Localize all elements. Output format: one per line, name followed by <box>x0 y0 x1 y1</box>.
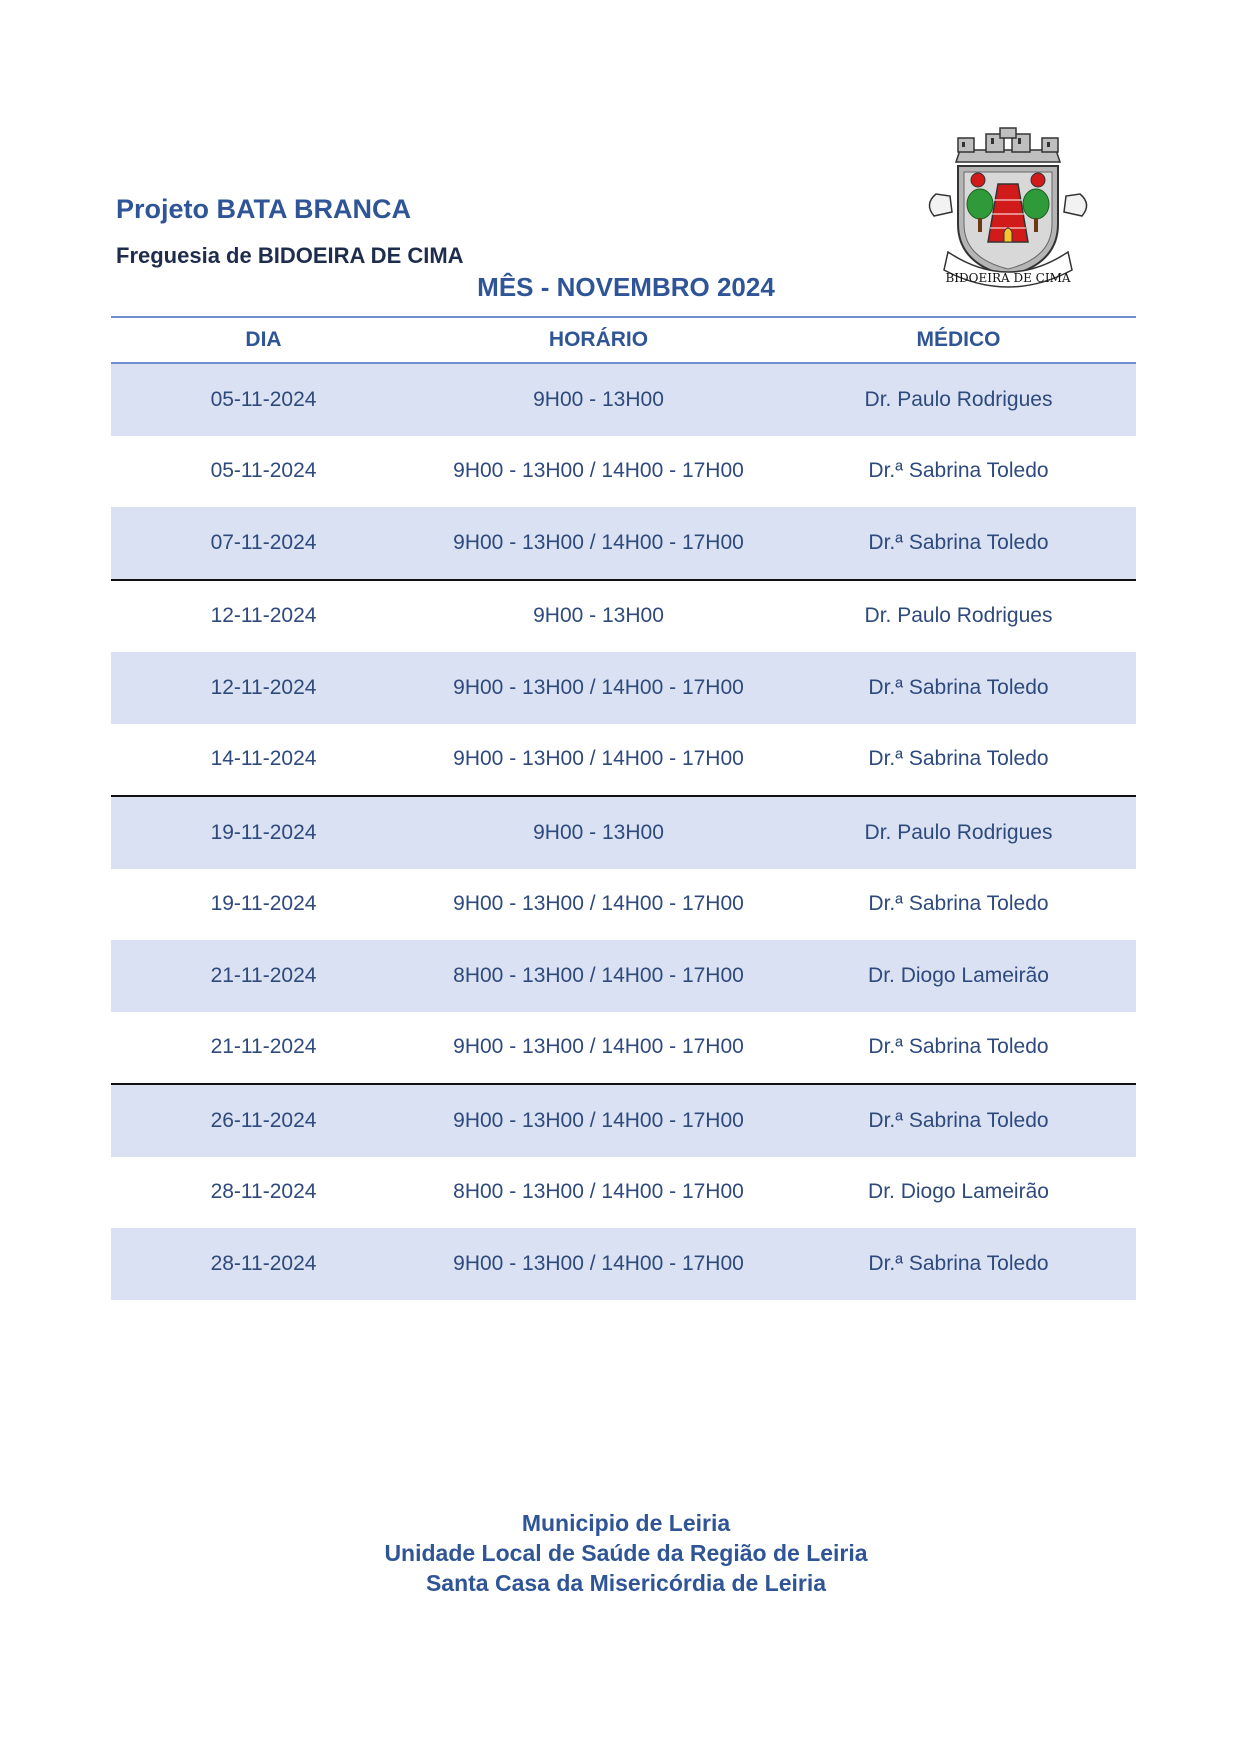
cell-horario: 9H00 - 13H00 / 14H00 - 17H00 <box>453 459 744 483</box>
cell-horario: 9H00 - 13H00 <box>533 820 664 844</box>
cell-horario: 8H00 - 13H00 / 14H00 - 17H00 <box>453 1180 744 1204</box>
table-row <box>111 797 1136 869</box>
table-row <box>111 869 1136 941</box>
cell-dia: 19-11-2024 <box>210 892 317 916</box>
cell-medico: Dr.ª Sabrina Toledo <box>868 892 1049 916</box>
cell-horario: 9H00 - 13H00 / 14H00 - 17H00 <box>453 747 744 771</box>
table-row <box>111 436 1136 508</box>
cell-medico: Dr.ª Sabrina Toledo <box>868 459 1049 483</box>
cell-dia: 05-11-2024 <box>210 459 317 483</box>
cell-horario: 9H00 - 13H00 / 14H00 - 17H00 <box>453 675 744 699</box>
cell-dia: 21-11-2024 <box>210 963 317 987</box>
cell-medico: Dr.ª Sabrina Toledo <box>868 1108 1049 1132</box>
table-header <box>111 318 1136 364</box>
column-header-medico: MÉDICO <box>916 328 1001 351</box>
document-subtitle: Freguesia de BIDOEIRA DE CIMA <box>116 243 464 268</box>
month-heading: MÊS - NOVEMBRO 2024 <box>477 272 775 302</box>
table-row <box>111 581 1136 653</box>
cell-horario: 9H00 - 13H00 / 14H00 - 17H00 <box>453 1251 744 1275</box>
column-header-dia: DIA <box>245 328 282 351</box>
cell-dia: 07-11-2024 <box>210 530 317 554</box>
cell-horario: 9H00 - 13H00 / 14H00 - 17H00 <box>453 892 744 916</box>
cell-medico: Dr. Paulo Rodrigues <box>864 604 1053 628</box>
cell-medico: Dr. Paulo Rodrigues <box>864 820 1053 844</box>
cell-medico: Dr.ª Sabrina Toledo <box>868 675 1049 699</box>
cell-dia: 21-11-2024 <box>210 1035 317 1059</box>
footer-line-uls: Unidade Local de Saúde da Região de Leiria <box>384 1540 868 1566</box>
cell-medico: Dr. Diogo Lameirão <box>868 1180 1049 1204</box>
parish-crest-logo <box>918 124 1098 296</box>
footer-line-municipio: Municipio de Leiria <box>521 1510 731 1536</box>
schedule-table <box>111 316 1136 1300</box>
cell-horario: 9H00 - 13H00 / 14H00 - 17H00 <box>453 1108 744 1132</box>
cell-horario: 9H00 - 13H00 <box>533 387 664 411</box>
column-header-horario: HORÁRIO <box>548 328 649 351</box>
cell-horario: 8H00 - 13H00 / 14H00 - 17H00 <box>453 963 744 987</box>
cell-medico: Dr.ª Sabrina Toledo <box>868 1035 1049 1059</box>
cell-dia: 26-11-2024 <box>210 1108 317 1132</box>
footer-institutions <box>0 1508 1240 1598</box>
cell-horario: 9H00 - 13H00 <box>533 604 664 628</box>
cell-horario: 9H00 - 13H00 / 14H00 - 17H00 <box>453 1035 744 1059</box>
cell-dia: 28-11-2024 <box>210 1180 317 1204</box>
table-row <box>111 940 1136 1012</box>
cell-medico: Dr. Diogo Lameirão <box>868 963 1049 987</box>
cell-dia: 05-11-2024 <box>210 387 317 411</box>
table-row <box>111 1157 1136 1229</box>
cell-medico: Dr.ª Sabrina Toledo <box>868 747 1049 771</box>
cell-medico: Dr. Paulo Rodrigues <box>864 387 1053 411</box>
cell-dia: 28-11-2024 <box>210 1251 317 1275</box>
cell-horario: 9H00 - 13H00 / 14H00 - 17H00 <box>453 530 744 554</box>
crest-motto-text: BIDOEIRA DE CIMA <box>945 271 1071 285</box>
document-title: Projeto BATA BRANCA <box>116 194 411 224</box>
table-row <box>111 1085 1136 1157</box>
cell-medico: Dr.ª Sabrina Toledo <box>868 530 1049 554</box>
cell-medico: Dr.ª Sabrina Toledo <box>868 1251 1049 1275</box>
table-row <box>111 364 1136 436</box>
table-row <box>111 507 1136 581</box>
cell-dia: 14-11-2024 <box>210 747 317 771</box>
table-row <box>111 1228 1136 1300</box>
table-row <box>111 1012 1136 1086</box>
table-row <box>111 724 1136 798</box>
cell-dia: 12-11-2024 <box>210 604 317 628</box>
footer-line-misericordia: Santa Casa da Misericórdia de Leiria <box>425 1570 827 1596</box>
table-body <box>111 364 1136 1300</box>
cell-dia: 19-11-2024 <box>210 820 317 844</box>
table-row <box>111 652 1136 724</box>
cell-dia: 12-11-2024 <box>210 675 317 699</box>
